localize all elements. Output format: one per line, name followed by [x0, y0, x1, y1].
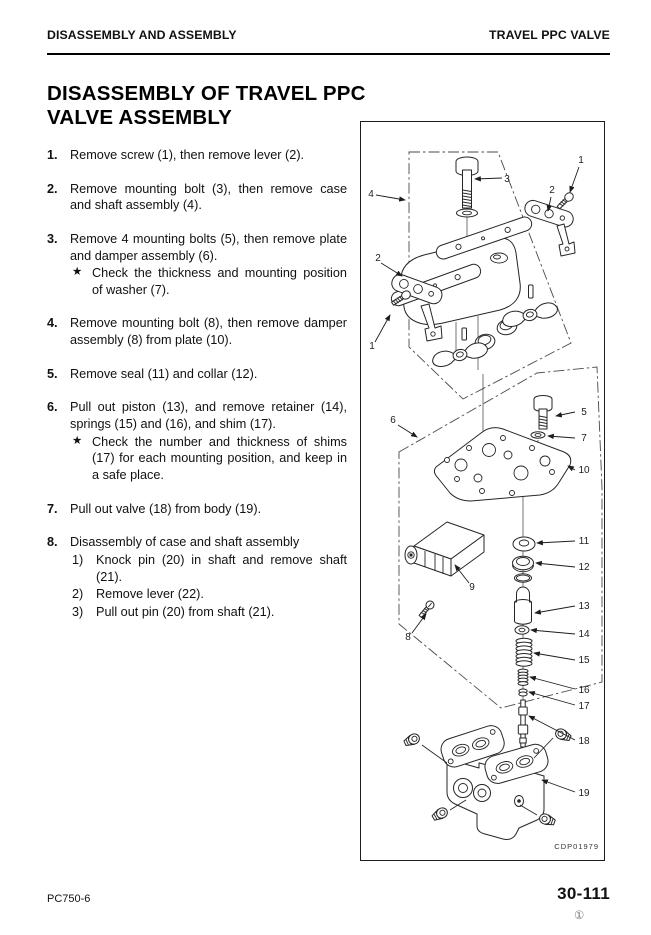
leader-line-10 — [568, 466, 575, 470]
part-spring-15 — [516, 638, 532, 666]
substep-text: Knock pin (20) in shaft and remove shaft (21). — [96, 552, 347, 584]
part-spring-16 — [518, 669, 528, 685]
callout-label-11: 11 — [578, 536, 590, 547]
footer-page-number: 30-111 — [557, 884, 610, 903]
header-section-title: DISASSEMBLY AND ASSEMBLY — [47, 28, 237, 42]
star-note-text: Check the thickness and mounting position of washer (7). — [92, 266, 347, 297]
part-seal-11 — [513, 537, 535, 551]
part-screw-1-right — [556, 191, 575, 210]
part-piston-13 — [515, 587, 532, 624]
callout-label-15: 15 — [578, 655, 590, 666]
part-washer-under-bolt-3 — [457, 209, 478, 217]
callout-label-3: 3 — [504, 174, 510, 185]
leader-line-12 — [536, 563, 575, 567]
callout-label-5: 5 — [581, 407, 587, 418]
leader-line-8 — [412, 614, 426, 633]
leader-line-6 — [398, 425, 417, 437]
leader-line-16 — [530, 677, 575, 689]
step-row — [47, 147, 347, 164]
substep-row — [70, 586, 347, 603]
callout-label-2: 2 — [375, 253, 381, 264]
callout-label-19: 19 — [578, 788, 590, 799]
step-number: 6. — [47, 400, 58, 415]
figure-code: CDP01979 — [554, 842, 599, 851]
substep-number: 1) — [72, 552, 84, 567]
exploded-diagram — [361, 122, 604, 860]
step-text: Pull out valve (18) from body (19). — [70, 501, 262, 516]
callout-label-2: 2 — [549, 185, 555, 196]
substep-row — [70, 604, 347, 621]
star-note — [70, 265, 347, 298]
callout-label-14: 14 — [578, 629, 590, 640]
star-note-text: Check the number and thickness of shims (17) for each mounting position, and keep in a safe place. — [92, 434, 347, 482]
callout-label-6: 6 — [390, 415, 396, 426]
part-cam-left — [431, 341, 489, 369]
leader-line-13 — [535, 606, 575, 613]
part-oring — [515, 574, 532, 582]
callout-label-10: 10 — [578, 465, 590, 476]
star-icon: ★ — [72, 434, 83, 447]
footer-sheet-mark: ① — [574, 910, 585, 922]
header-rule — [47, 53, 610, 55]
leader-line-18 — [529, 716, 575, 740]
step-number: 1. — [47, 148, 58, 162]
page-title — [47, 82, 366, 130]
part-plug-upper-right — [554, 727, 572, 743]
part-pin-right — [529, 285, 534, 298]
substep-row — [70, 552, 347, 585]
step-number: 5. — [47, 366, 58, 381]
part-plate-10 — [434, 428, 570, 501]
part-screw-8 — [417, 599, 435, 619]
leader-line-1 — [570, 167, 579, 192]
step-text: Remove seal (11) and collar (12). — [70, 366, 258, 381]
part-bolt-3 — [456, 157, 478, 208]
leader-line-19 — [542, 780, 575, 792]
part-pin-left — [462, 328, 467, 340]
leader-line-14 — [531, 630, 575, 634]
substep-text: Remove lever (22). — [96, 587, 204, 602]
step-list — [47, 147, 347, 637]
callout-label-9: 9 — [469, 582, 475, 593]
step-number: 2. — [47, 181, 58, 196]
part-damper-9 — [405, 522, 484, 576]
star-icon: ★ — [72, 266, 83, 279]
step-number: 4. — [47, 316, 58, 331]
callout-label-13: 13 — [578, 601, 590, 612]
star-note — [70, 434, 347, 484]
leader-line-11 — [537, 541, 575, 543]
leader-line-5 — [556, 412, 575, 416]
footer-model: PC750-6 — [47, 893, 91, 905]
leader-line-4 — [376, 195, 405, 200]
page-title-line2: VALVE ASSEMBLY — [47, 105, 233, 129]
step-text: Remove mounting bolt (8), then remove damper assembly (8) from plate (10). — [70, 316, 347, 348]
part-washer-7 — [531, 432, 545, 438]
step-row — [47, 399, 347, 483]
callout-label-7: 7 — [581, 433, 587, 444]
callout-label-16: 16 — [578, 685, 590, 696]
part-plug-upper-left — [403, 732, 421, 748]
substep-number: 2) — [72, 587, 84, 602]
step-row — [47, 231, 347, 299]
step-number: 7. — [47, 501, 58, 516]
callout-label-18: 18 — [578, 736, 590, 747]
step-row — [47, 181, 347, 214]
page-header — [47, 28, 610, 42]
callout-label-1: 1 — [369, 341, 375, 352]
leader-line-15 — [534, 653, 575, 660]
substep-text: Pull out pin (20) from shaft (21). — [96, 604, 275, 619]
callout-label-4: 4 — [368, 189, 374, 200]
page-title-line1: DISASSEMBLY OF TRAVEL PPC — [47, 82, 366, 105]
step-text: Disassembly of case and shaft assembly — [70, 535, 300, 550]
part-retainer-14 — [515, 626, 529, 634]
leader-line-7 — [548, 436, 575, 438]
leader-line-2 — [381, 263, 402, 276]
step-number: 8. — [47, 535, 58, 550]
substep-number: 3) — [72, 604, 84, 619]
leader-line-1 — [375, 315, 390, 342]
figure-box — [360, 121, 605, 861]
part-plug-lower-left — [431, 806, 449, 822]
step-text: Remove 4 mounting bolts (5), then remove plate and damper assembly (6). — [70, 231, 347, 263]
step-text: Remove screw (1), then remove lever (2). — [70, 148, 305, 162]
part-shim-17 — [519, 689, 527, 696]
callout-label-12: 12 — [578, 562, 590, 573]
part-collar-12 — [513, 556, 534, 572]
header-topic-title: TRAVEL PPC VALVE — [489, 28, 610, 42]
step-row — [47, 501, 347, 518]
leader-line-17 — [529, 692, 575, 705]
callout-label-1: 1 — [578, 155, 584, 166]
step-text: Pull out piston (13), and remove retainer (14), springs (15) and (16), and shim (17). — [70, 400, 347, 432]
step-row — [47, 366, 347, 383]
step-text: Remove mounting bolt (3), then remove case and shaft assembly (4). — [70, 181, 347, 213]
callout-label-17: 17 — [578, 701, 590, 712]
part-valve-18 — [518, 700, 527, 753]
callout-label-8: 8 — [405, 632, 411, 643]
step-row — [47, 315, 347, 348]
leader-line-3 — [475, 178, 502, 179]
part-bolt-5 — [534, 396, 552, 430]
step-number: 3. — [47, 231, 58, 246]
step-row — [47, 534, 347, 620]
